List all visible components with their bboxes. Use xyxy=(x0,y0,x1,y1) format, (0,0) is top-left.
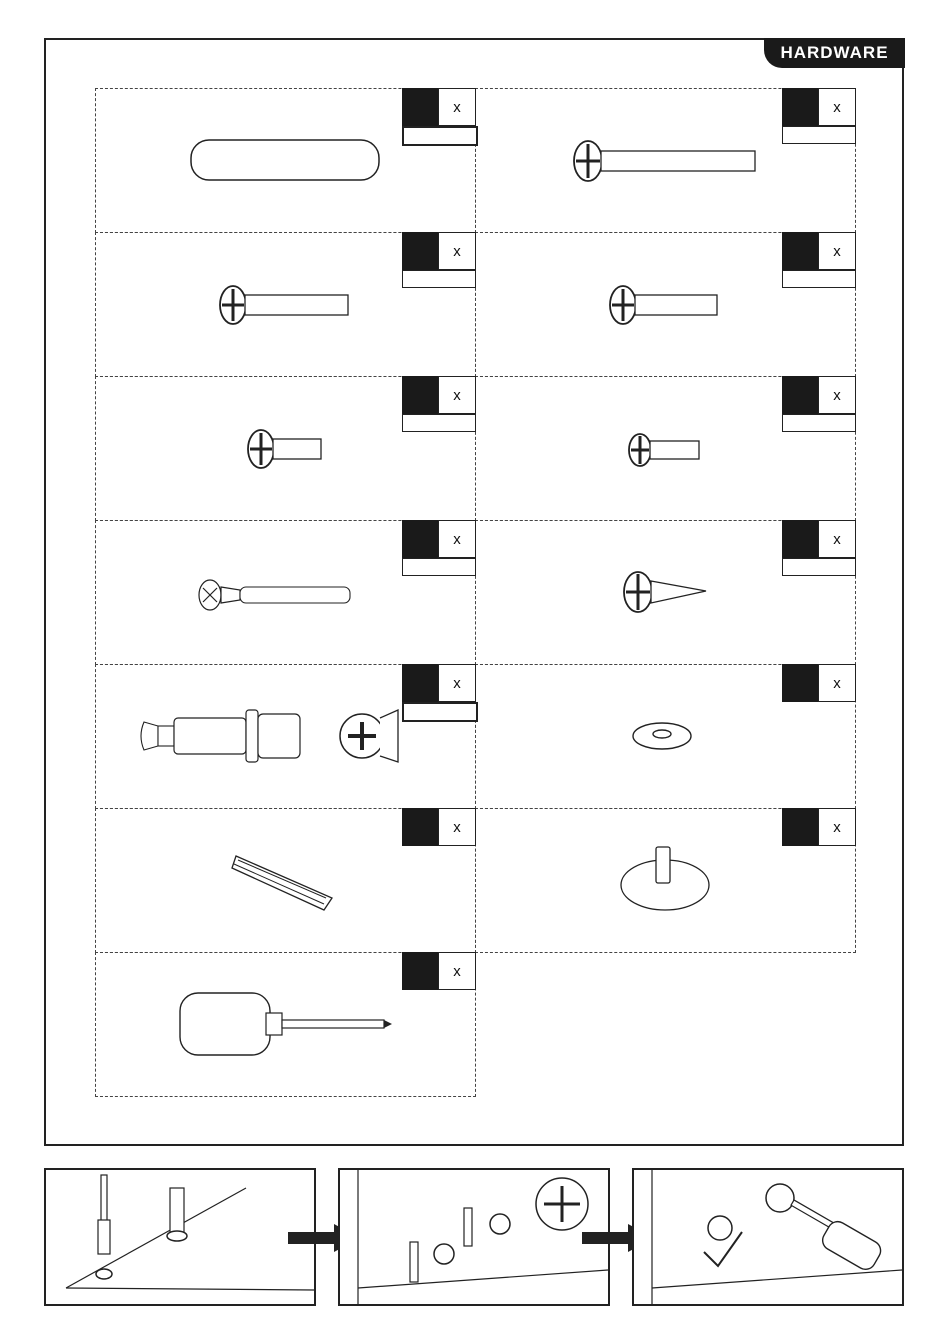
qty-box-washer xyxy=(782,664,856,702)
bar-handle-icon xyxy=(228,848,340,916)
qty-mark: x xyxy=(438,88,476,126)
qty-mark: x xyxy=(438,808,476,846)
qty-mark: x xyxy=(438,376,476,414)
insert-cam-bolt-icon xyxy=(46,1170,314,1304)
qty-field xyxy=(782,414,856,432)
qty-field xyxy=(402,126,478,146)
short-bolt-icon xyxy=(243,426,328,472)
place-cam-lock-icon xyxy=(340,1170,608,1304)
qty-box-cam-lock-set xyxy=(402,664,476,702)
qty-box-short-screw xyxy=(782,520,856,558)
qty-mark: x xyxy=(438,952,476,990)
qty-box-bolt-long xyxy=(782,88,856,126)
qty-field xyxy=(782,558,856,576)
qty-box-dowel xyxy=(402,88,476,126)
assembly-step-2 xyxy=(338,1168,610,1306)
medium-bolt-icon xyxy=(215,282,355,328)
qty-mark: x xyxy=(818,520,856,558)
qty-mark: x xyxy=(438,664,476,702)
qty-mark: x xyxy=(818,232,856,270)
qty-box-handle xyxy=(402,808,476,846)
qty-mark: x xyxy=(818,808,856,846)
short-bolt-icon xyxy=(624,430,706,470)
qty-box-leveler-foot xyxy=(782,808,856,846)
long-bolt-icon xyxy=(568,137,763,185)
leveling-foot-icon xyxy=(618,843,713,913)
qty-box-wood-screw xyxy=(402,520,476,558)
qty-field xyxy=(782,270,856,288)
qty-box-bolt-short xyxy=(402,376,476,414)
qty-mark: x xyxy=(818,88,856,126)
assembly-step-3 xyxy=(632,1168,904,1306)
screwdriver-icon xyxy=(170,985,395,1065)
wood-dowel-icon xyxy=(185,135,385,185)
tighten-cam-lock-icon xyxy=(634,1170,902,1304)
washer-icon xyxy=(630,718,694,754)
qty-field xyxy=(782,126,856,144)
qty-mark: x xyxy=(818,664,856,702)
qty-mark: x xyxy=(818,376,856,414)
qty-mark: x xyxy=(438,520,476,558)
qty-field xyxy=(402,270,476,288)
qty-field xyxy=(402,558,476,576)
medium-bolt-icon xyxy=(605,282,725,328)
qty-field xyxy=(402,702,478,722)
cam-bolt-and-lock-icon xyxy=(130,700,405,772)
qty-mark: x xyxy=(438,232,476,270)
qty-field xyxy=(402,414,476,432)
qty-box-bolt-short-2 xyxy=(782,376,856,414)
qty-box-bolt-medium-2 xyxy=(782,232,856,270)
wood-screw-icon xyxy=(195,575,360,615)
assembly-step-1 xyxy=(44,1168,316,1306)
short-wood-screw-icon xyxy=(618,568,713,616)
hardware-title: HARDWARE xyxy=(764,38,905,68)
qty-box-screwdriver xyxy=(402,952,476,990)
qty-box-bolt-medium xyxy=(402,232,476,270)
